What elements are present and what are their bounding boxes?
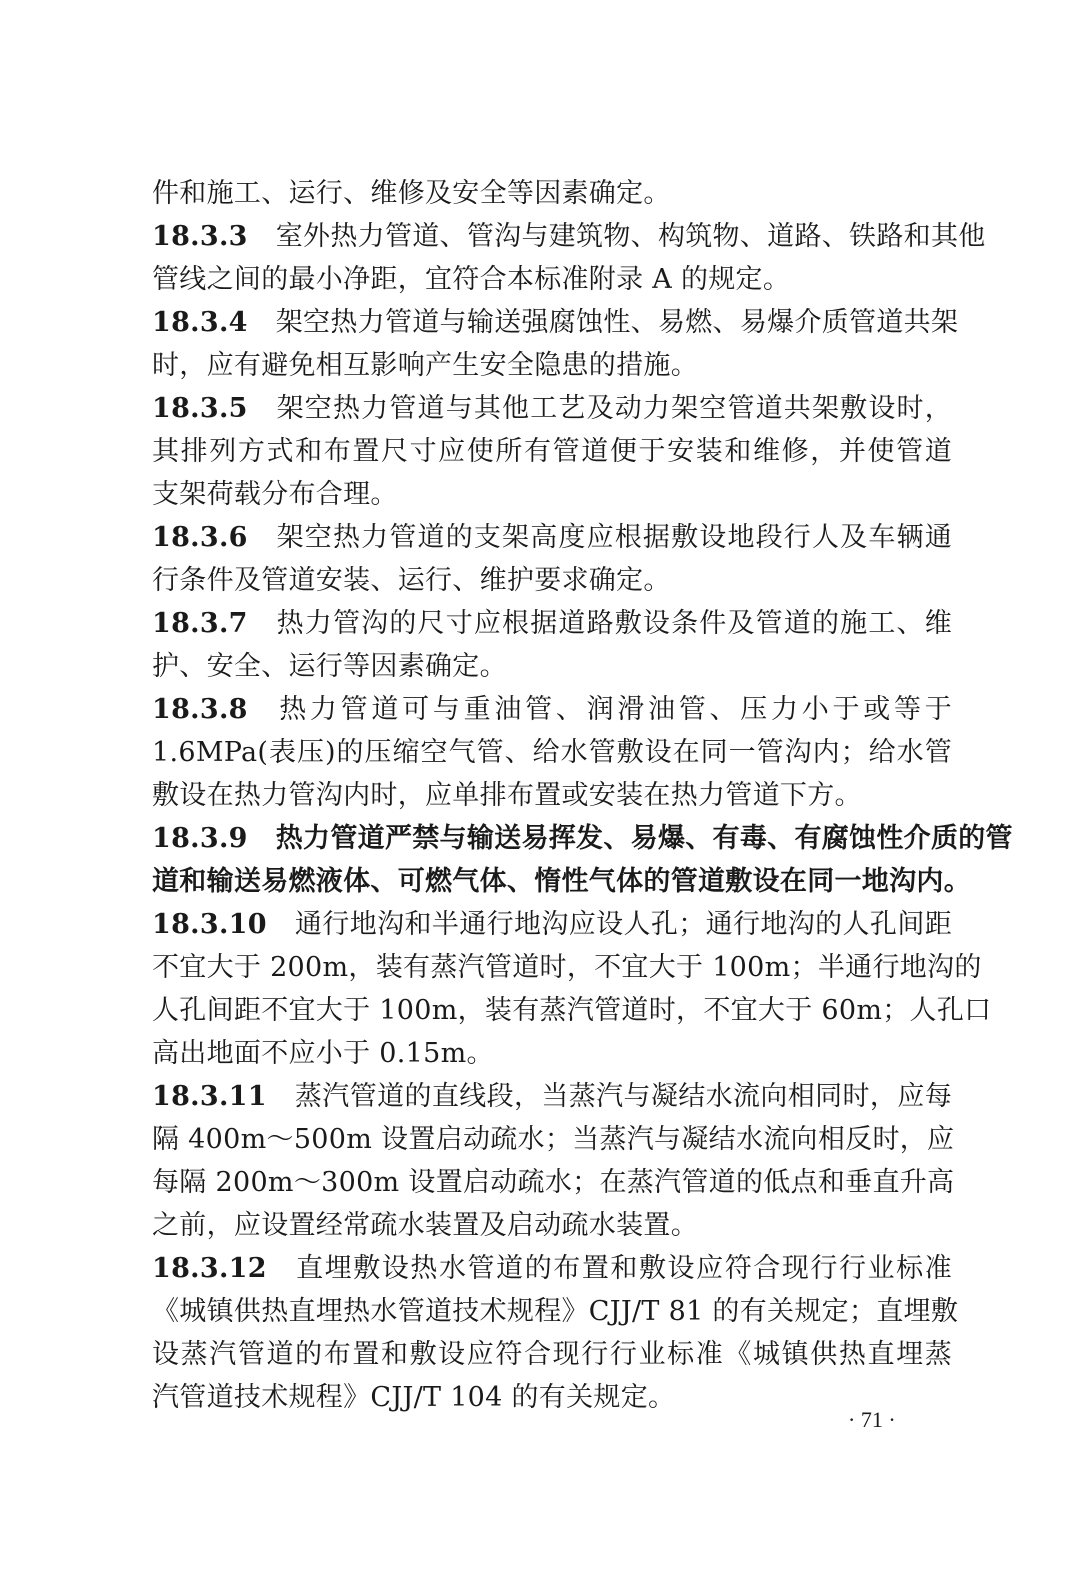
clause-text: 敷设在热力管沟内时，应单排布置或安装在热力管道下方。	[152, 780, 862, 811]
text-line	[152, 645, 952, 688]
clause-text: 时，应有避免相互影响产生安全隐患的措施。	[152, 350, 698, 381]
text-line	[152, 1204, 952, 1247]
clause-number: 18.3.3	[152, 221, 248, 252]
clause-text: 之前，应设置经常疏水装置及启动疏水装置。	[152, 1210, 698, 1241]
clause-text: 行条件及管道安装、运行、维护要求确定。	[152, 565, 671, 596]
text-line	[152, 731, 952, 774]
clause-text: 《城镇供热直埋热水管道技术规程》CJJ/T 81 的有关规定；直埋敷	[152, 1296, 959, 1327]
clause-text: 直埋敷设热水管道的布置和敷设应符合现行行业标准	[294, 1253, 952, 1284]
clause-text: 热力管道严禁与输送易挥发、易爆、有毒、有腐蚀性介质的管	[275, 823, 1013, 854]
clause-text: 通行地沟和半通行地沟应设人孔；通行地沟的人孔间距	[294, 909, 952, 940]
clause-text: 架空热力管道与其他工艺及动力架空管道共架敷设时，	[275, 393, 952, 424]
clause-text: 蒸汽管道的直线段，当蒸汽与凝结水流向相同时，应每	[294, 1081, 952, 1112]
clause-line-18-3-6	[152, 516, 952, 559]
text-line	[152, 1333, 952, 1376]
clause-text: 每隔 200m～300m 设置启动疏水；在蒸汽管道的低点和垂直升高	[152, 1167, 955, 1198]
clause-line-18-3-4	[152, 301, 959, 344]
clause-number: 18.3.7	[152, 608, 248, 639]
text-line	[152, 172, 952, 215]
text-line	[152, 860, 971, 903]
clause-text: 管线之间的最小净距，宜符合本标准附录 A 的规定。	[152, 264, 791, 295]
clause-text: 设蒸汽管道的布置和敷设应符合现行行业标准《城镇供热直埋蒸	[152, 1339, 952, 1370]
text-line	[152, 1032, 952, 1075]
text-line	[152, 1118, 955, 1161]
clause-text: 热力管沟的尺寸应根据道路敷设条件及管道的施工、维	[275, 608, 952, 639]
clause-number: 18.3.12	[152, 1253, 267, 1284]
text-line	[152, 946, 982, 989]
text-line	[152, 344, 952, 387]
clause-text: 其排列方式和布置尺寸应使所有管道便于安装和维修，并使管道	[152, 436, 952, 467]
clause-line-18-3-7	[152, 602, 952, 645]
text-line	[152, 559, 952, 602]
document-body	[152, 172, 1013, 1419]
clause-number: 18.3.9	[152, 823, 248, 854]
clause-number: 18.3.4	[152, 307, 248, 338]
clause-number: 18.3.8	[152, 694, 248, 725]
clause-line-18-3-8	[152, 688, 952, 731]
clause-text: 件和施工、运行、维修及安全等因素确定。	[152, 178, 671, 209]
clause-text: 隔 400m～500m 设置启动疏水；当蒸汽与凝结水流向相反时，应	[152, 1124, 955, 1155]
clause-text: 道和输送易燃液体、可燃气体、惰性气体的管道敷设在同一地沟内。	[152, 866, 971, 897]
clause-text: 不宜大于 200m，装有蒸汽管道时，不宜大于 100m；半通行地沟的	[152, 952, 982, 983]
clause-line-18-3-9	[152, 817, 1013, 860]
clause-number: 18.3.6	[152, 522, 248, 553]
clause-text: 架空热力管道的支架高度应根据敷设地段行人及车辆通	[275, 522, 952, 553]
clause-text: 护、安全、运行等因素确定。	[152, 651, 507, 682]
clause-text: 人孔间距不宜大于 100m，装有蒸汽管道时，不宜大于 60m；人孔口	[152, 995, 992, 1026]
clause-number: 18.3.10	[152, 909, 267, 940]
clause-text: 支架荷载分布合理。	[152, 479, 398, 510]
clause-text: 汽管道技术规程》CJJ/T 104 的有关规定。	[152, 1382, 676, 1413]
clause-line-18-3-10	[152, 903, 952, 946]
text-line	[152, 774, 952, 817]
clause-line-18-3-3	[152, 215, 986, 258]
clause-line-18-3-12	[152, 1247, 952, 1290]
text-line	[152, 473, 952, 516]
clause-text: 热力管道可与重油管、润滑油管、压力小于或等于	[275, 694, 952, 725]
text-line	[152, 1290, 959, 1333]
clause-number: 18.3.5	[152, 393, 248, 424]
clause-text: 架空热力管道与输送强腐蚀性、易燃、易爆介质管道共架	[275, 307, 959, 338]
clause-text: 室外热力管道、管沟与建筑物、构筑物、道路、铁路和其他	[275, 221, 986, 252]
clause-line-18-3-5	[152, 387, 952, 430]
text-line	[152, 989, 992, 1032]
text-line	[152, 1161, 955, 1204]
clause-text: 1.6MPa(表压)的压缩空气管、给水管敷设在同一管沟内；给水管	[152, 737, 952, 768]
clause-text: 高出地面不应小于 0.15m。	[152, 1038, 494, 1069]
clause-line-18-3-11	[152, 1075, 952, 1118]
text-line	[152, 430, 952, 473]
text-line	[152, 258, 952, 301]
page-number: · 71 ·	[848, 1407, 896, 1432]
text-line	[152, 1376, 952, 1419]
clause-number: 18.3.11	[152, 1081, 267, 1112]
